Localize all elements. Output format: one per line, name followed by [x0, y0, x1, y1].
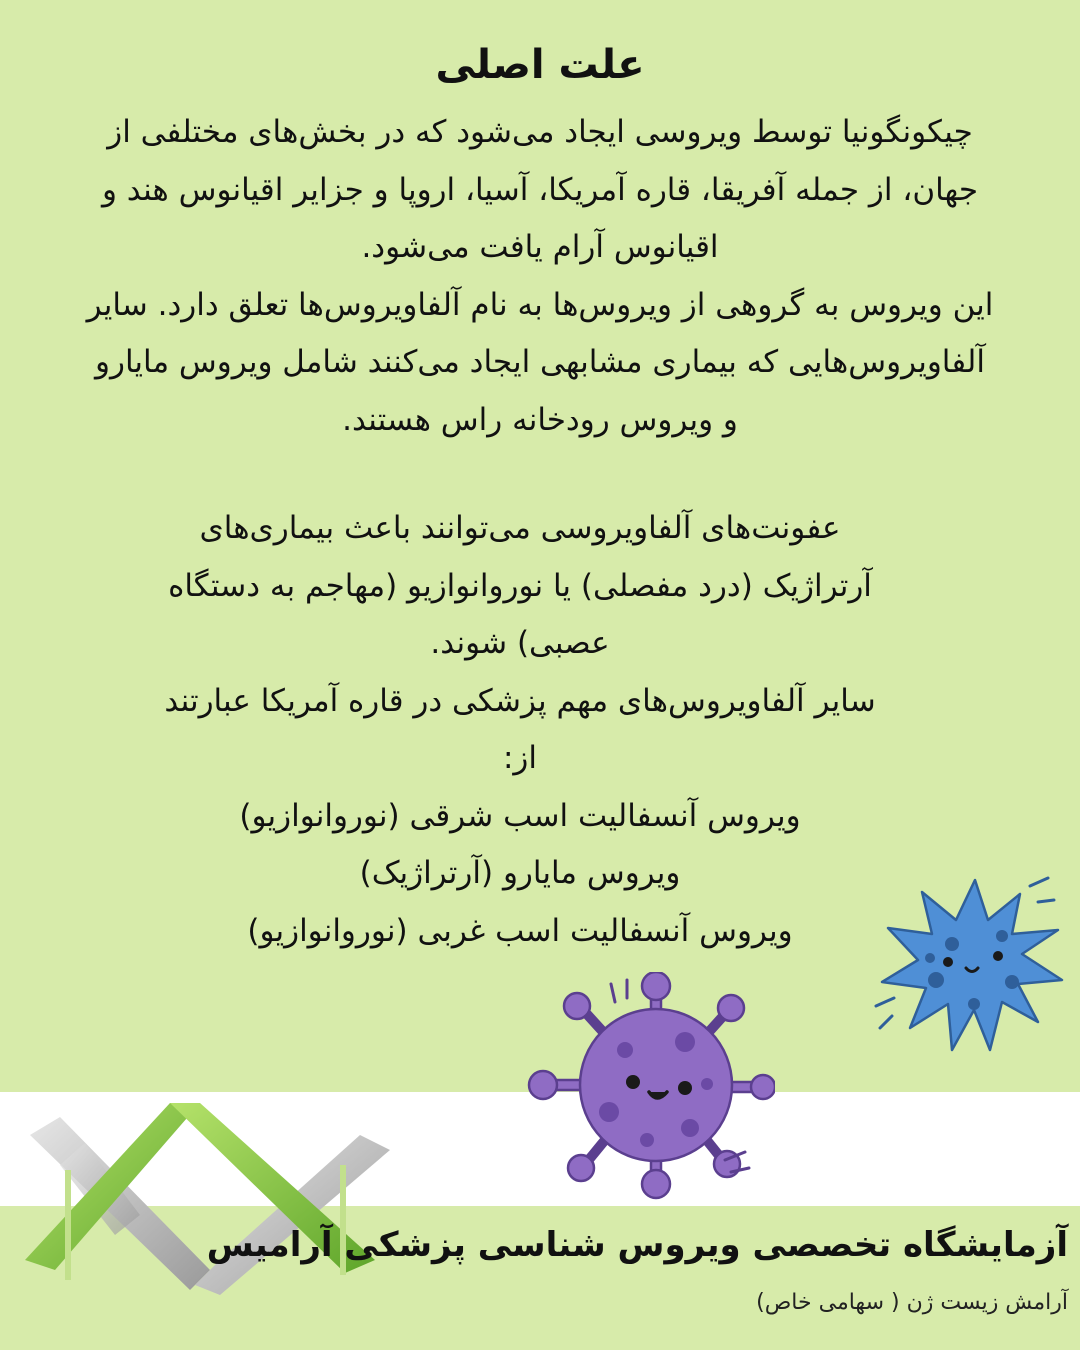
blue-virus-icon — [870, 872, 1070, 1062]
aramis-logo-icon — [20, 1095, 420, 1300]
text-line: و ویروس رودخانه راس هستند. — [342, 401, 738, 438]
purple-virus-icon — [525, 972, 775, 1202]
text-line: آرتراژیک (درد مفصلی) یا نوروانوازیو (مهاجم به دستگاه — [168, 567, 872, 604]
lab-name: آزمایشگاه تخصصی ویروس شناسی پزشکی آرامیس — [206, 1225, 1068, 1265]
text-line: سایر آلفاویروس‌های مهم پزشکی در قاره آمریکا عبارتند — [164, 682, 876, 719]
company-name: آرامش زیست ژن ( سهامی خاص) — [756, 1290, 1068, 1315]
text-line: اقیانوس آرام یافت می‌شود. — [361, 229, 719, 265]
text-line: از: — [502, 740, 538, 776]
cause-paragraph — [0, 104, 1080, 449]
text-line: عفونت‌های آلفاویروسی می‌توانند باعث بیماری‌های — [199, 510, 841, 546]
text-line: جهان، از جمله آفریقا، قاره آمریکا، آسیا، اروپا و جزایر اقیانوس هند و — [101, 171, 979, 208]
virus-list-item: ویروس مایارو (آرتراژیک) — [359, 855, 681, 891]
virus-list-item: ویروس آنسفالیت اسب غربی (نوروانوازیو) — [247, 912, 793, 949]
page-title: علت اصلی — [435, 42, 645, 88]
text-line: این ویروس به گروهی از ویروس‌ها به نام آلفاویروس‌ها تعلق دارد. سایر — [86, 286, 994, 323]
text-line: چیکونگونیا توسط ویروسی ایجاد می‌شود که در بخش‌های مختلفی از — [107, 114, 973, 150]
text-line: عصبی) شوند. — [430, 625, 610, 661]
text-line: آلفاویروس‌هایی که بیماری مشابهی ایجاد می‌کنند شامل ویروس مایارو — [95, 344, 985, 380]
virus-list-item: ویروس آنسفالیت اسب شرقی (نوروانوازیو) — [239, 797, 801, 834]
